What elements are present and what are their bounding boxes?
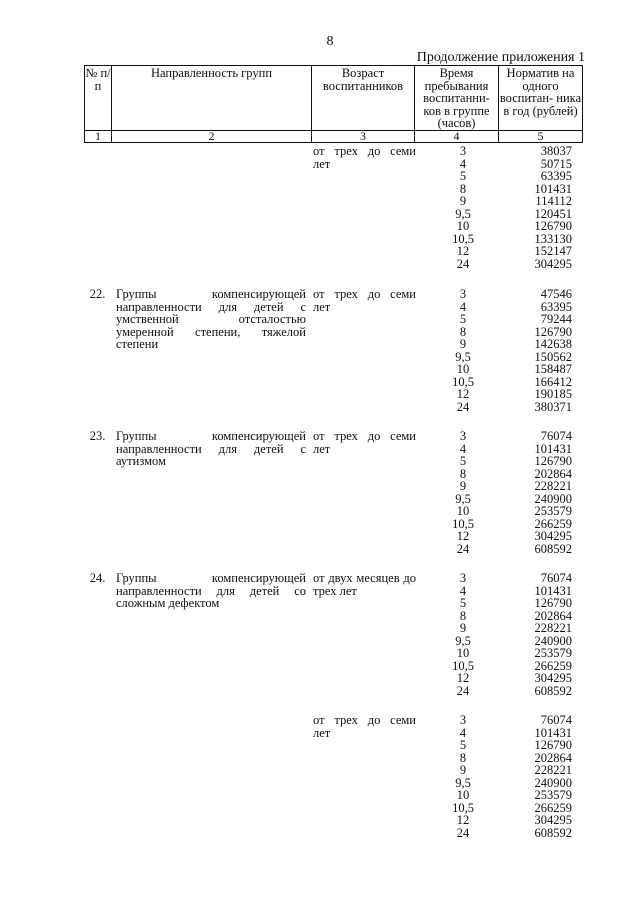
norm-value: 240900: [534, 775, 572, 790]
norm-value: 79244: [540, 312, 572, 326]
hours-value: 10: [456, 504, 470, 518]
hours-value: 4: [459, 299, 467, 314]
norm-value: 76074: [540, 571, 572, 585]
hours-value: 9: [459, 194, 467, 208]
hours-value: 10: [456, 362, 470, 376]
hours-value: 12: [456, 387, 470, 401]
norm-value: 304295: [534, 671, 572, 685]
norm-value: 101431: [534, 725, 572, 740]
norm-value: 120451: [534, 206, 572, 221]
norm-value: 38037: [540, 144, 572, 158]
norm-value: 608592: [534, 541, 572, 556]
header-direction: Направленность групп: [112, 66, 312, 131]
row-number: 23.: [89, 429, 106, 443]
row-direction: Группы компенсирующей направленности для детей со сложным дефектом: [116, 571, 306, 610]
hours-value: 4: [459, 725, 467, 740]
row-number: 24.: [89, 571, 106, 585]
norm-value: 202864: [534, 750, 572, 765]
row-norms-list: [498, 145, 572, 270]
row-direction: Группы компенсирующей направленности для детей с умственной отсталостью умеренной степени, тяжелой степени: [116, 287, 306, 351]
norm-value: 380371: [534, 399, 572, 414]
hours-value: 4: [459, 441, 467, 456]
hours-value: 5: [459, 169, 467, 183]
norm-value: 126790: [534, 219, 572, 233]
row-age: от трех до семи лет: [313, 713, 416, 740]
hours-value: 9: [459, 337, 467, 351]
norm-value: 304295: [534, 256, 572, 271]
hours-value: 10: [456, 219, 470, 233]
norm-value: 126790: [534, 324, 572, 339]
index-cell: 5: [499, 130, 583, 142]
continuation-title: Продолжение приложения 1: [416, 50, 585, 65]
hours-value: 12: [456, 244, 470, 258]
norm-value: 150562: [534, 349, 572, 364]
hours-value: 9: [459, 763, 467, 777]
hours-value: 10,5: [452, 516, 474, 531]
row-hours-list: [447, 145, 479, 270]
hours-value: 24: [456, 825, 470, 840]
norm-value: 240900: [534, 491, 572, 506]
row-hours-list: [447, 288, 479, 413]
row-age: от трех до семи лет: [313, 429, 416, 456]
hours-value: 4: [459, 583, 467, 598]
hours-value: 10,5: [452, 231, 474, 246]
row-norms-list: [498, 288, 572, 413]
row-age: от трех до семи лет: [313, 144, 416, 171]
hours-value: 9: [459, 479, 467, 493]
index-cell: 4: [415, 130, 499, 142]
hours-value: 8: [459, 750, 467, 765]
index-row: [85, 130, 583, 142]
norm-value: 101431: [534, 441, 572, 456]
norm-value: 133130: [534, 231, 572, 246]
hours-value: 5: [459, 312, 467, 326]
norm-value: 228221: [534, 479, 572, 493]
row-age: от трех до семи лет: [313, 287, 416, 314]
hours-value: 9,5: [455, 775, 471, 790]
hours-value: 24: [456, 541, 470, 556]
norm-value: 240900: [534, 633, 572, 648]
norm-value: 228221: [534, 763, 572, 777]
hours-value: 3: [459, 429, 467, 443]
norm-value: 202864: [534, 608, 572, 623]
norm-value: 158487: [534, 362, 572, 376]
row-direction: Группы компенсирующей направленности для детей с аутизмом: [116, 429, 306, 468]
hours-value: 10,5: [452, 658, 474, 673]
hours-value: 9: [459, 621, 467, 635]
hours-value: 8: [459, 181, 467, 196]
page-number: 8: [326, 34, 334, 49]
table-header: [84, 65, 583, 143]
norm-value: 126790: [534, 596, 572, 610]
norm-value: 304295: [534, 813, 572, 827]
hours-value: 8: [459, 324, 467, 339]
hours-value: 10,5: [452, 374, 474, 389]
norm-value: 152147: [534, 244, 572, 258]
header-num: № п/п: [85, 66, 112, 131]
row-hours-list: [447, 572, 479, 697]
hours-value: 8: [459, 466, 467, 481]
row-norms-list: [498, 714, 572, 839]
header-row: [85, 66, 583, 131]
hours-value: 24: [456, 399, 470, 414]
hours-value: 8: [459, 608, 467, 623]
norm-value: 253579: [534, 504, 572, 518]
hours-value: 10,5: [452, 800, 474, 815]
hours-value: 10: [456, 788, 470, 802]
hours-value: 9,5: [455, 206, 471, 221]
index-cell: 2: [112, 130, 312, 142]
row-hours-list: [447, 714, 479, 839]
index-cell: 1: [85, 130, 112, 142]
norm-value: 608592: [534, 683, 572, 698]
norm-value: 253579: [534, 646, 572, 660]
hours-value: 3: [459, 287, 467, 301]
row-age: от двух месяцев до трех лет: [313, 571, 416, 598]
header-norm: Норматив на одного воспитан- ника в год (рублей): [499, 66, 583, 131]
norm-value: 63395: [540, 169, 572, 183]
norm-value: 101431: [534, 583, 572, 598]
norm-value: 166412: [534, 374, 572, 389]
hours-value: 3: [459, 571, 467, 585]
hours-value: 24: [456, 683, 470, 698]
norm-value: 142638: [534, 337, 572, 351]
hours-value: 9,5: [455, 633, 471, 648]
hours-value: 3: [459, 713, 467, 727]
row-number: 22.: [89, 287, 106, 301]
header-age: Возраст воспитанников: [312, 66, 415, 131]
norm-value: 126790: [534, 454, 572, 468]
norm-value: 202864: [534, 466, 572, 481]
norm-value: 76074: [540, 713, 572, 727]
norm-value: 266259: [534, 516, 572, 531]
norm-value: 253579: [534, 788, 572, 802]
norm-value: 190185: [534, 387, 572, 401]
norm-value: 266259: [534, 800, 572, 815]
norm-value: 304295: [534, 529, 572, 543]
hours-value: 10: [456, 646, 470, 660]
hours-value: 5: [459, 596, 467, 610]
hours-value: 9,5: [455, 491, 471, 506]
norm-value: 228221: [534, 621, 572, 635]
norm-value: 126790: [534, 738, 572, 752]
hours-value: 24: [456, 256, 470, 271]
norm-value: 47546: [540, 287, 572, 301]
norm-value: 266259: [534, 658, 572, 673]
index-cell: 3: [312, 130, 415, 142]
norm-value: 608592: [534, 825, 572, 840]
hours-value: 3: [459, 144, 467, 158]
row-norms-list: [498, 572, 572, 697]
header-time: Время пребывания воспитанни- ков в группе (часов): [415, 66, 499, 131]
row-norms-list: [498, 430, 572, 555]
row-hours-list: [447, 430, 479, 555]
hours-value: 12: [456, 813, 470, 827]
hours-value: 12: [456, 529, 470, 543]
hours-value: 4: [459, 156, 467, 171]
norm-value: 76074: [540, 429, 572, 443]
norm-value: 50715: [540, 156, 572, 171]
norm-value: 63395: [540, 299, 572, 314]
hours-value: 5: [459, 454, 467, 468]
norm-value: 101431: [534, 181, 572, 196]
hours-value: 9,5: [455, 349, 471, 364]
norm-value: 114112: [535, 194, 572, 208]
hours-value: 5: [459, 738, 467, 752]
hours-value: 12: [456, 671, 470, 685]
